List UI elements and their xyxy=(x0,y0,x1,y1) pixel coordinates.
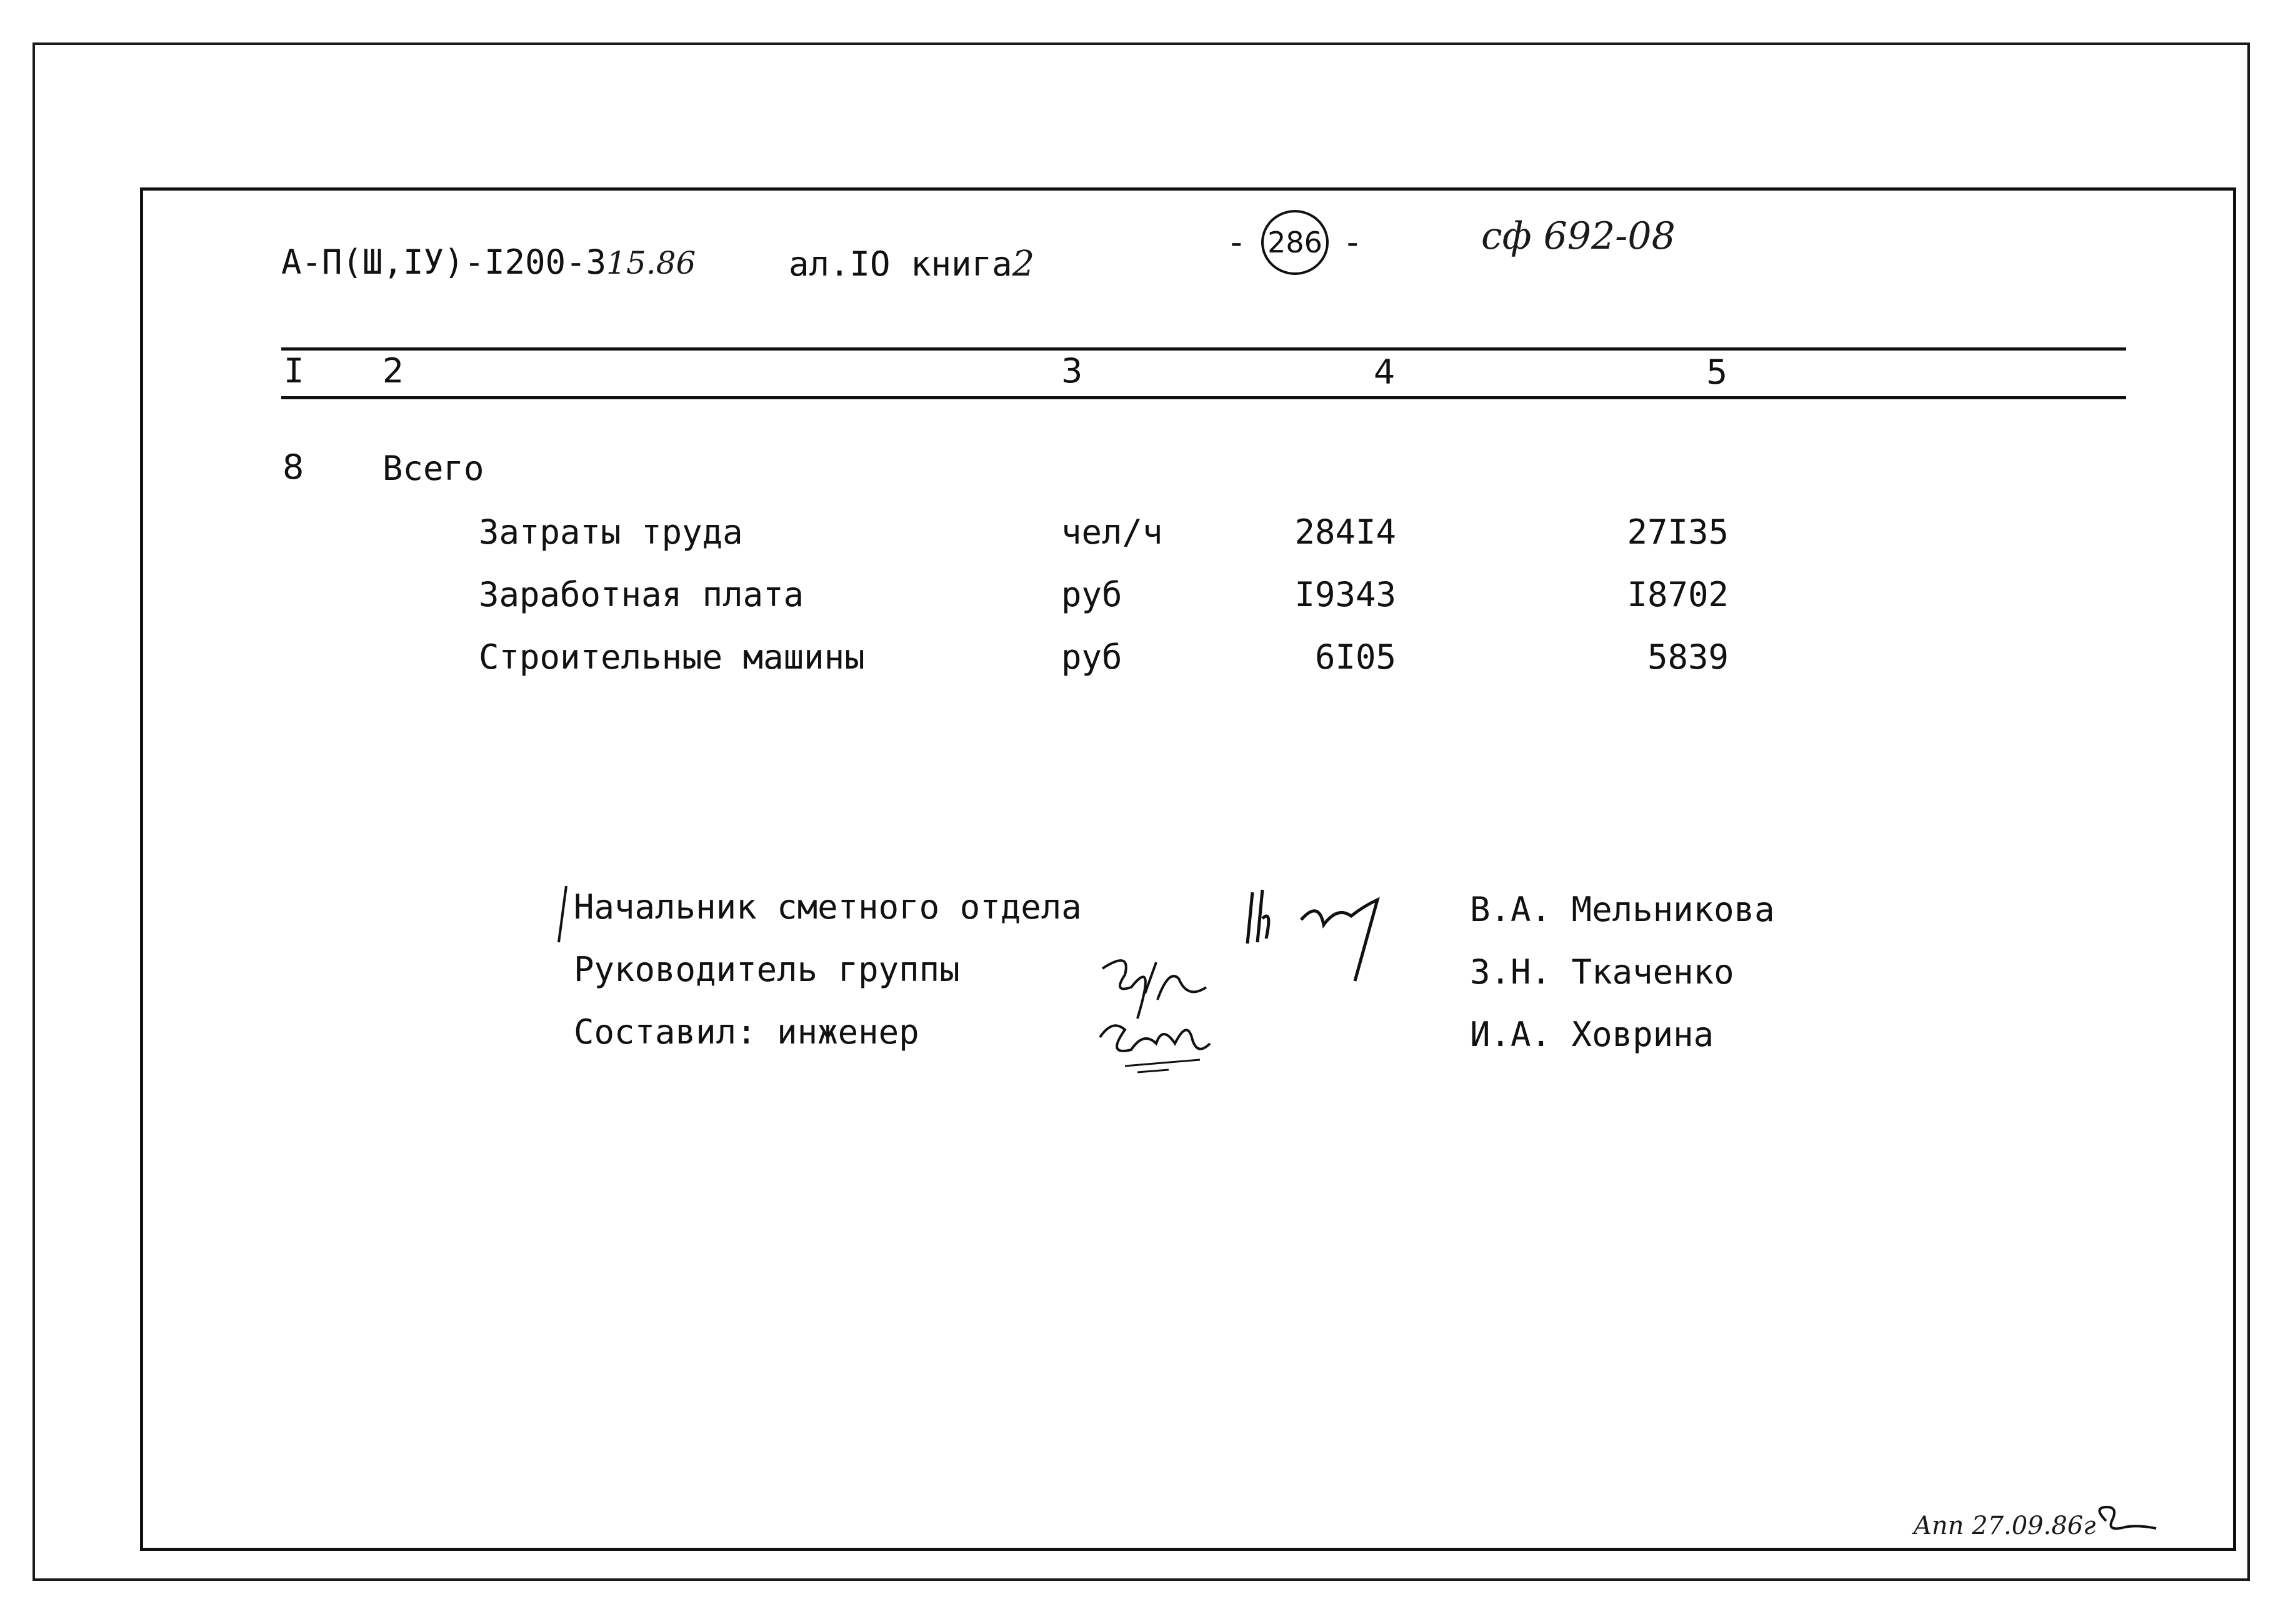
doc-number: сф 692-08 xyxy=(1481,214,1676,258)
page-number: 286 xyxy=(1261,210,1329,275)
handwritten-signature-1 xyxy=(1244,881,1394,987)
row-col4: 6I05 xyxy=(1314,637,1396,677)
margin-mark xyxy=(555,885,574,947)
handwritten-signature-2 xyxy=(1087,950,1225,1081)
row-col4: 284I4 xyxy=(1294,512,1396,552)
row-col5: I8702 xyxy=(1627,575,1729,614)
col-header-2: 2 xyxy=(382,351,404,391)
page-suffix: - xyxy=(1342,222,1363,262)
signature-name: З.Н. Ткаченко xyxy=(1470,952,1734,992)
row-name: Заработная плата xyxy=(479,575,804,614)
signature-role: Составил: инженер xyxy=(574,1012,919,1052)
row-name: Затраты труда xyxy=(479,512,743,552)
footer-initials xyxy=(2087,1502,2162,1540)
document-code: А-П(Ш,IУ)-I200-315.86 xyxy=(281,242,696,282)
row-col5: 5839 xyxy=(1647,637,1729,677)
row-number: 8 xyxy=(282,447,304,487)
row-unit: руб xyxy=(1061,637,1122,677)
col-header-3: 3 xyxy=(1061,351,1083,391)
signature-name: И.А. Ховрина xyxy=(1470,1015,1714,1054)
footer-note: Ann 27.09.86г xyxy=(1914,1512,2096,1540)
row-unit: чел/ч xyxy=(1061,512,1163,552)
inner-frame xyxy=(140,187,2236,1551)
section-title: Всего xyxy=(382,449,484,488)
signature-role: Начальник сметного отдела xyxy=(574,887,1082,927)
album-label: ал.IO книга2 xyxy=(789,244,1035,284)
row-col4: I9343 xyxy=(1294,575,1396,614)
signature-name: В.А. Мельникова xyxy=(1470,890,1775,929)
signature-role: Руководитель группы xyxy=(574,950,960,989)
row-col5: 27I35 xyxy=(1627,512,1729,552)
header-bottom-rule xyxy=(281,396,2126,399)
row-unit: руб xyxy=(1061,575,1122,614)
header-top-rule xyxy=(281,347,2126,351)
col-header-1: I xyxy=(284,351,304,391)
page-prefix: - xyxy=(1226,222,1247,262)
col-header-5: 5 xyxy=(1706,352,1728,392)
col-header-4: 4 xyxy=(1374,352,1396,392)
row-name: Строительные машины xyxy=(479,637,865,677)
